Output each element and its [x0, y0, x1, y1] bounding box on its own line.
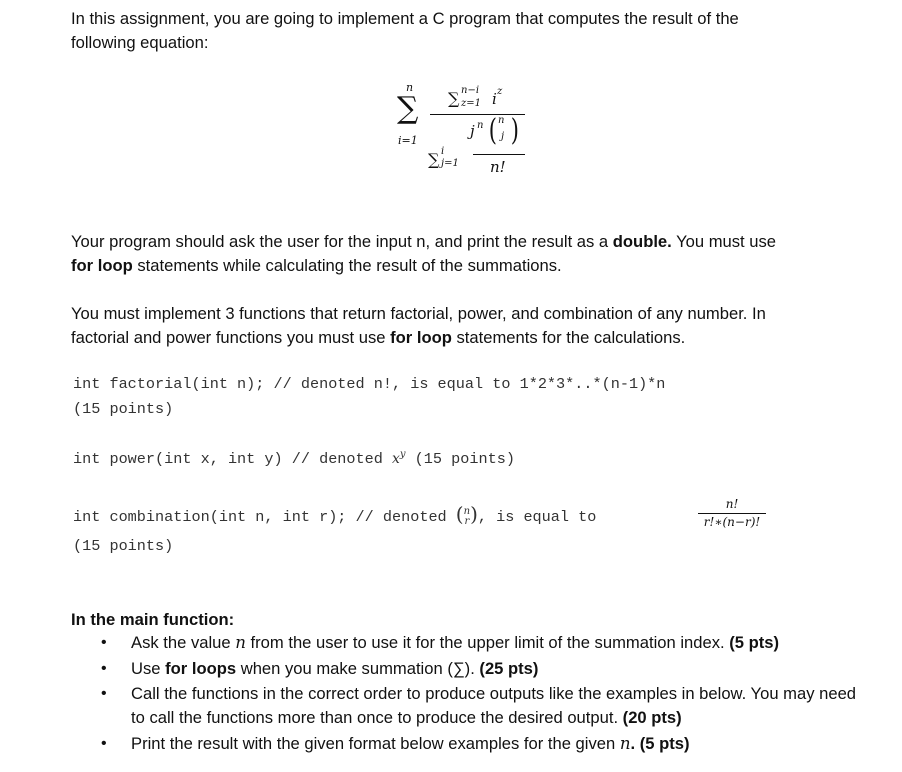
- req2-bold-for-loops: for loops: [165, 658, 237, 678]
- inner-numerator-base: j: [470, 122, 475, 140]
- denominator-sum-symbol: ∑: [428, 150, 440, 169]
- requirement-item: [71, 682, 871, 730]
- para1-text-3: statements while calculating the result of the summations.: [132, 256, 562, 275]
- req4-math-n: n: [619, 733, 631, 753]
- main-function-heading: In the main function:: [71, 610, 235, 629]
- para2-line-1: You must implement 3 functions that return factorial, power, and combination of any number. In: [71, 304, 766, 323]
- para1-bold-for-loop: for loop: [71, 256, 133, 275]
- para2-text-2: statements for the calculations.: [451, 328, 686, 347]
- combination-formula-fraction: [698, 497, 766, 529]
- factorial-signature: int factorial(int n); // denoted n!, is equal to 1*2*3*..*(n-1)*n: [73, 375, 666, 393]
- denominator-lower-limit: j=1: [441, 158, 459, 169]
- bullet-glyph: •: [101, 685, 107, 702]
- req1-text-1: Ask the value: [131, 633, 236, 652]
- combination-fraction-denominator: r!∗(n−r)!: [703, 515, 761, 529]
- req1-text-2: from the user to use it for the upper limit of the summation index.: [245, 633, 730, 652]
- req3-text-1: Call the functions in the correct order to produce outputs like the examples in below. You may need to call the functions more than once to produce the desired output.: [131, 684, 857, 727]
- outer-sum-symbol: ∑: [397, 91, 419, 126]
- power-prefix: int power(int x, int y) // denoted: [73, 450, 392, 469]
- power-points: (15 points): [405, 450, 515, 469]
- bullet-glyph: •: [101, 659, 107, 677]
- functions-paragraph: [71, 302, 861, 350]
- inner-denominator: n!: [490, 158, 506, 176]
- combination-binom-bottom: r: [464, 516, 470, 527]
- req3-points: (20 pts): [622, 708, 682, 727]
- req4-text-1: Print the result with the given format below examples for the given: [131, 733, 620, 753]
- combination-binomial: (n r): [455, 502, 478, 527]
- power-signature: [73, 449, 515, 468]
- para1-text-1: Your program should ask the user for the input n, and print the result as a: [71, 232, 613, 251]
- requirement-item: [71, 732, 871, 756]
- req1-math-n: n: [235, 633, 246, 652]
- intro-paragraph: [71, 7, 861, 55]
- denominator-upper-limit: i: [441, 146, 445, 157]
- main-function-requirements: [71, 631, 871, 757]
- req4-points: . (5 pts): [630, 733, 690, 753]
- factorial-points: (15 points): [73, 400, 174, 418]
- para2-bold-for-loop: for loop: [390, 328, 452, 347]
- para1-text-2: You must use: [671, 232, 777, 251]
- intro-line-2: following equation:: [71, 33, 209, 52]
- requirement-item: [71, 657, 871, 681]
- intro-line-1: In this assignment, you are going to implement a C program that computes the result of the: [71, 9, 739, 28]
- combination-points: (15 points): [73, 537, 174, 555]
- bullet-glyph: •: [101, 734, 107, 752]
- req1-points: (5 pts): [729, 633, 779, 652]
- inner-binom-bottom: j: [501, 131, 505, 142]
- outer-sum-upper-limit: n: [406, 81, 414, 94]
- numerator-term-exponent: z: [497, 86, 503, 97]
- para1-bold-double: double.: [612, 232, 672, 251]
- numerator-sum-symbol: ∑: [448, 89, 460, 108]
- combination-fraction-bar: [698, 513, 766, 514]
- inner-binom-top: n: [498, 115, 505, 126]
- power-notation-base: x: [392, 451, 400, 468]
- numerator-upper-limit: n−i: [461, 85, 480, 96]
- input-output-paragraph: [71, 230, 861, 278]
- combination-prefix: int combination(int n, int r); // denoted: [73, 508, 456, 526]
- req2-points: (25 pts): [479, 658, 539, 678]
- power-notation-exponent: y: [399, 449, 406, 460]
- req2-text-2: when you make summation (∑).: [236, 658, 480, 678]
- inner-binom-right-paren: ): [510, 113, 519, 148]
- inner-numerator-exponent: n: [477, 120, 484, 131]
- inner-fraction-bar: [473, 154, 525, 155]
- requirement-item: [71, 631, 871, 655]
- outer-sum-lower-limit: i=1: [398, 134, 418, 147]
- para2-text-1: factorial and power functions you must use: [71, 328, 391, 347]
- combination-fraction-numerator: n!: [725, 497, 739, 511]
- numerator-lower-limit: z=1: [461, 98, 482, 109]
- combination-signature: [73, 504, 596, 527]
- req2-text-1: Use: [131, 658, 166, 678]
- combination-mid-text: , is equal to: [477, 508, 597, 526]
- numerator-term-base: i: [492, 90, 497, 108]
- inner-binom-left-paren: (: [488, 113, 497, 148]
- combination-binom-top: n: [463, 506, 471, 517]
- bullet-glyph: •: [101, 634, 107, 651]
- summation-equation: [395, 78, 545, 183]
